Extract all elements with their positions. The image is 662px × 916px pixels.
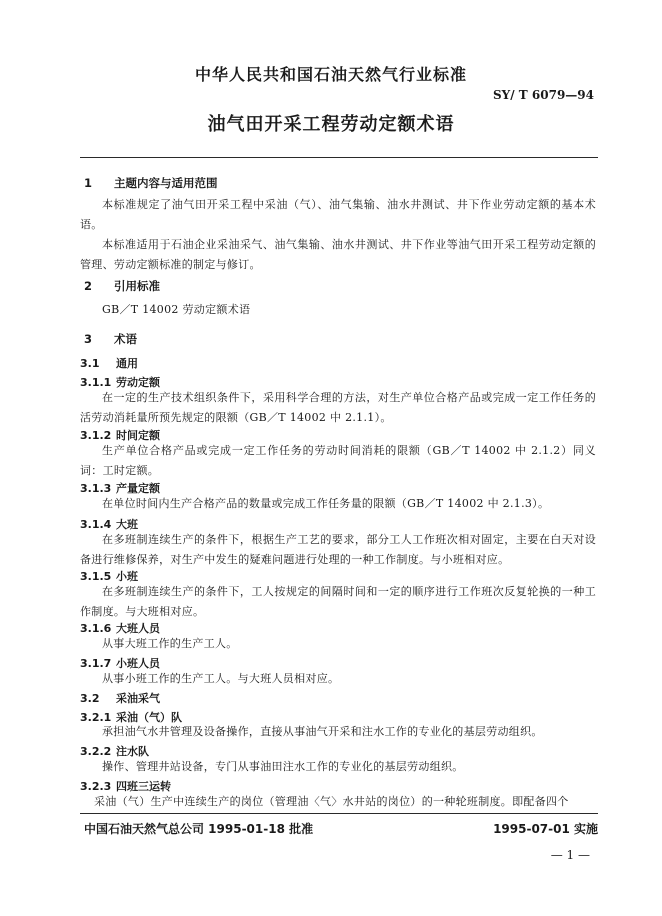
section-number: 1 — [84, 176, 93, 190]
term-number: 3.2.2 — [80, 745, 112, 758]
section-2-heading — [84, 278, 160, 294]
term-number: 3.1 — [80, 357, 100, 370]
term-number: 3.1.5 — [80, 570, 112, 583]
section-title: 主题内容与适用范围 — [114, 176, 218, 190]
term-title: 大班 — [116, 518, 138, 531]
footer-rule — [80, 813, 598, 814]
term-3-1-heading — [80, 355, 138, 371]
document-title: 油气田开采工程劳动定额术语 — [207, 114, 455, 135]
term-title: 小班 — [116, 570, 138, 583]
term-number: 3.1.3 — [80, 482, 112, 495]
section-title: 引用标准 — [114, 279, 160, 293]
term-number: 3.1.4 — [80, 518, 112, 531]
term-number: 3.1.1 — [80, 376, 112, 389]
section-1-paragraph-2: 本标准适用于石油企业采油采气、油气集输、油水井测试、井下作业等油气田开采工程劳动定额的管理、劳动定额标准的制定与修订。 — [80, 238, 596, 271]
term-title: 产量定额 — [116, 482, 160, 495]
page-number: — 1 — — [550, 848, 590, 862]
term-3-1-2-definition: 生产单位合格产品或完成一定工作任务的劳动时间消耗的限额（GB／T 14002 中 2.1.2）同义词：工时定额。 — [80, 444, 596, 477]
term-number: 3.2 — [80, 692, 100, 705]
term-title: 时间定额 — [116, 429, 160, 442]
section-title: 术语 — [114, 332, 137, 346]
term-title: 注水队 — [116, 745, 149, 758]
term-3-1-4-definition: 在多班制连续生产的条件下，根据生产工艺的要求，部分工人工作班次相对固定，主要在白天对设备进行维修保养，对生产中发生的疑难问题进行处理的一种工作制度。与小班相对应。 — [80, 533, 596, 566]
term-3-1-3-definition: 在单位时间内生产合格产品的数量或完成工作任务量的限额（GB／T 14002 中 2.1.3）。 — [102, 497, 550, 510]
standard-code: SY/ T 6079—94 — [493, 88, 594, 102]
term-3-1-5-definition: 在多班制连续生产的条件下，工人按规定的间隔时间和一定的顺序进行工作班次反复轮换的一种工作制度。与大班相对应。 — [80, 585, 596, 618]
implementation-date: 1995-07-01 实施 — [493, 822, 598, 836]
term-3-2-1-definition: 承担油气水井管理及设备操作，直接从事油气开采和注水工作的专业化的基层劳动组织。 — [102, 725, 543, 738]
term-3-1-1-definition: 在一定的生产技术组织条件下，采用科学合理的方法，对生产单位合格产品或完成一定工作任务的活劳动消耗量所预先规定的限额（GB／T 14002 中 2.1.1）。 — [80, 391, 596, 424]
term-3-1-6-definition: 从事大班工作的生产工人。 — [102, 637, 238, 650]
term-3-2-heading — [80, 690, 160, 706]
term-title: 大班人员 — [116, 622, 160, 635]
section-2-paragraph-1: GB／T 14002 劳动定额术语 — [102, 303, 251, 316]
term-title: 劳动定额 — [116, 376, 160, 389]
term-number: 3.1.7 — [80, 657, 112, 670]
approval-line: 中国石油天然气总公司 1995-01-18 批准 — [84, 822, 314, 836]
term-title: 小班人员 — [116, 657, 160, 670]
section-number: 2 — [84, 279, 93, 293]
section-1-heading — [84, 175, 218, 191]
term-number: 3.2.3 — [80, 780, 112, 793]
term-number: 3.2.1 — [80, 711, 112, 724]
section-number: 3 — [84, 332, 93, 346]
term-title: 通用 — [116, 357, 138, 370]
issuing-organization: 中华人民共和国石油天然气行业标准 — [194, 65, 467, 84]
term-title: 四班三运转 — [116, 780, 171, 793]
term-3-2-3-definition: 采油（气）生产中连续生产的岗位（管理油〈气〉水井站的岗位）的一种轮班制度。即配备四个 — [94, 795, 569, 808]
section-3-heading — [84, 331, 137, 347]
term-3-2-2-definition: 操作、管理井站设备，专门从事油田注水工作的专业化的基层劳动组织。 — [102, 760, 464, 773]
term-number: 3.1.2 — [80, 429, 112, 442]
term-3-1-7-definition: 从事小班工作的生产工人。与大班人员相对应。 — [102, 672, 340, 685]
section-1-paragraph-1: 本标准规定了油气田开采工程中采油（气）、油气集输、油水井测试、井下作业劳动定额的基本术语。 — [80, 198, 596, 231]
term-title: 采油（气）队 — [116, 711, 182, 724]
header-rule — [80, 157, 598, 158]
term-number: 3.1.6 — [80, 622, 112, 635]
term-title: 采油采气 — [116, 692, 160, 705]
